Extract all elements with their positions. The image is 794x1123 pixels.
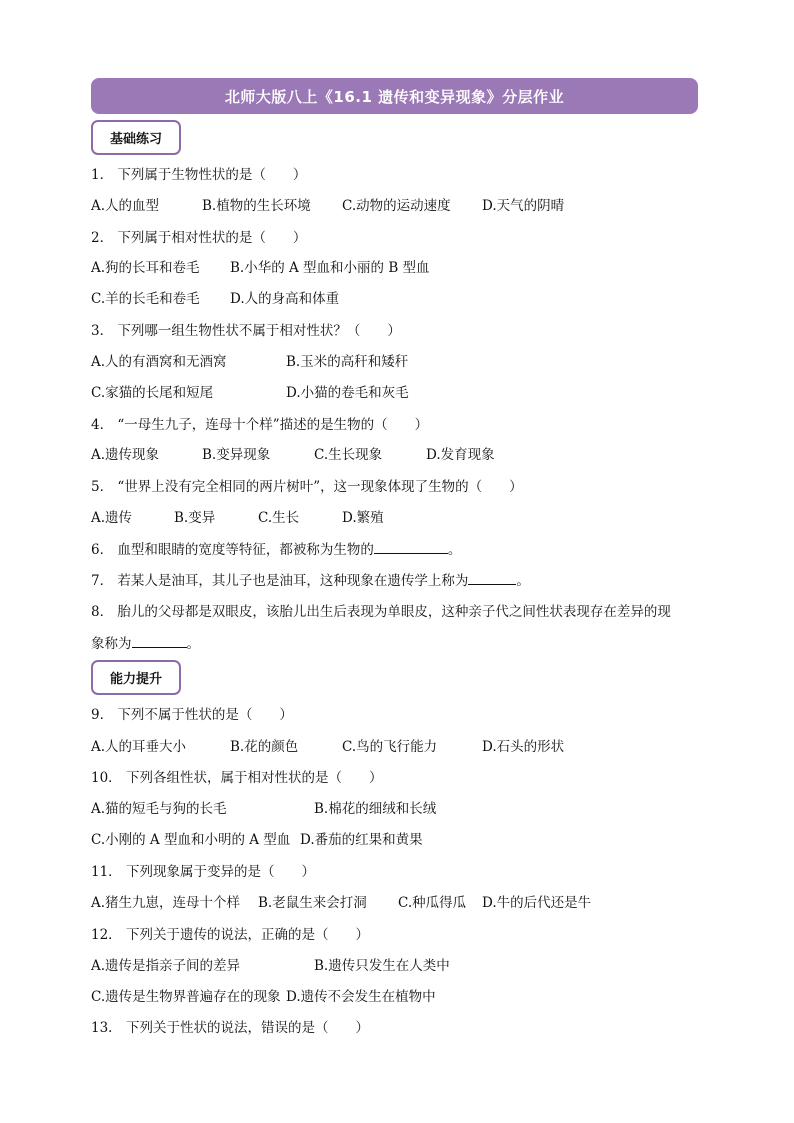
q7-end: 。	[516, 573, 530, 589]
question-12: 12． 下列关于遗传的说法，正确的是（ ）	[91, 927, 369, 943]
q7-blank	[468, 571, 516, 585]
q10-option-a: A.猫的短毛与狗的长毛	[91, 801, 227, 817]
q5-option-d: D.繁殖	[342, 510, 384, 526]
question-11: 11． 下列现象属于变异的是（ ）	[91, 864, 315, 880]
q11-option-a: A.猪生九崽，连母十个样	[91, 895, 241, 911]
q12-option-b: B.遗传只发生在人类中	[314, 958, 450, 974]
q12-option-c: C.遗传是生物界普遍存在的现象	[91, 989, 281, 1005]
question-9: 9． 下列不属于性状的是（ ）	[91, 707, 293, 723]
question-6	[91, 540, 461, 559]
question-8-line2	[91, 634, 200, 653]
q1-option-a: A.人的血型	[91, 198, 160, 214]
q10-option-c: C.小刚的 A 型血和小明的 A 型血	[91, 832, 291, 848]
q9-option-d: D.石头的形状	[482, 739, 565, 755]
question-1: 1． 下列属于生物性状的是（ ）	[91, 167, 307, 183]
q8-end: 。	[186, 636, 200, 652]
question-5: 5． “世界上没有完全相同的两片树叶”，这一现象体现了生物的（ ）	[91, 479, 523, 495]
q2-option-a: A.狗的长耳和卷毛	[91, 260, 200, 276]
q2-option-b: B.小华的 A 型血和小丽的 B 型血	[230, 260, 430, 276]
q12-option-a: A.遗传是指亲子间的差异	[91, 958, 241, 974]
question-10: 10． 下列各组性状，属于相对性状的是（ ）	[91, 770, 383, 786]
q4-option-a: A.遗传现象	[91, 447, 160, 463]
q1-option-c: C.动物的运动速度	[342, 198, 451, 214]
q11-option-b: B.老鼠生来会打洞	[258, 895, 367, 911]
q5-option-c: C.生长	[258, 510, 300, 526]
q6-text: 6． 血型和眼睛的宽度等特征，都被称为生物的	[91, 542, 374, 558]
q8-text: 象称为	[91, 636, 132, 652]
q9-option-b: B.花的颜色	[230, 739, 299, 755]
q10-option-b: B.棉花的细绒和长绒	[314, 801, 437, 817]
section-ability-improvement: 能力提升	[91, 660, 181, 695]
q4-option-c: C.生长现象	[314, 447, 383, 463]
q6-end: 。	[447, 542, 462, 558]
q4-option-b: B.变异现象	[202, 447, 271, 463]
q12-option-d: D.遗传不会发生在植物中	[286, 989, 436, 1005]
q9-option-a: A.人的耳垂大小	[91, 739, 187, 755]
q1-option-b: B.植物的生长环境	[202, 198, 311, 214]
question-4: 4． “一母生九子，连母十个样”描述的是生物的（ ）	[91, 417, 429, 433]
q1-option-d: D.天气的阴晴	[482, 198, 565, 214]
q10-option-d: D.番茄的红果和黄果	[300, 832, 423, 848]
q8-blank	[132, 634, 187, 648]
question-2: 2． 下列属于相对性状的是（ ）	[91, 230, 307, 246]
q2-option-d: D.人的身高和体重	[230, 291, 340, 307]
q6-blank	[374, 540, 448, 554]
question-3: 3． 下列哪一组生物性状不属于相对性状？（ ）	[91, 323, 401, 339]
q3-option-a: A.人的有酒窝和无酒窝	[91, 354, 227, 370]
q9-option-c: C.鸟的飞行能力	[342, 739, 438, 755]
q3-option-b: B.玉米的高秆和矮秆	[286, 354, 409, 370]
q7-text: 7． 若某人是油耳，其儿子也是油耳，这种现象在遗传学上称为	[91, 573, 469, 589]
q11-option-c: C.种瓜得瓜	[398, 895, 467, 911]
q3-option-d: D.小猫的卷毛和灰毛	[286, 385, 409, 401]
q4-option-d: D.发育现象	[426, 447, 495, 463]
worksheet-title: 北师大版八上《16.1 遗传和变异现象》分层作业	[91, 78, 698, 114]
section-basic-practice: 基础练习	[91, 120, 181, 155]
q3-option-c: C.家猫的长尾和短尾	[91, 385, 214, 401]
question-8-line1: 8． 胎儿的父母都是双眼皮，该胎儿出生后表现为单眼皮，这种亲子代之间性状表现存在差异的现	[91, 604, 671, 620]
q11-option-d: D.牛的后代还是牛	[482, 895, 592, 911]
question-13: 13． 下列关于性状的说法，错误的是（ ）	[91, 1020, 369, 1036]
q5-option-a: A.遗传	[91, 510, 133, 526]
q5-option-b: B.变异	[174, 510, 216, 526]
question-7	[91, 571, 530, 590]
q2-option-c: C.羊的长毛和卷毛	[91, 291, 200, 307]
